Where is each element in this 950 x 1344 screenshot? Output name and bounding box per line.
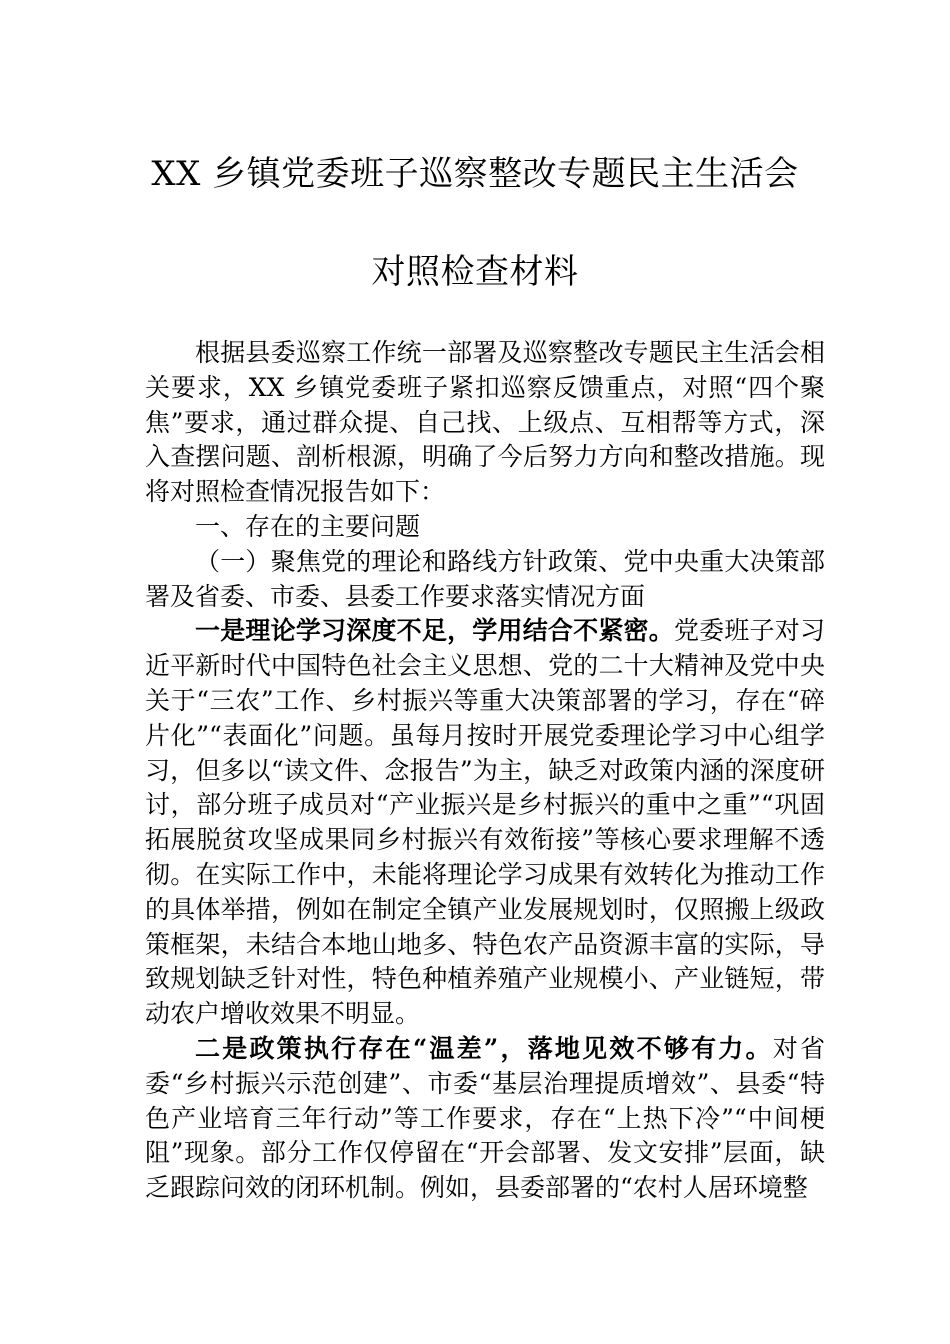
document-title-line-1: XX 乡镇党委班子巡察整改专题民主生活会 <box>151 154 799 194</box>
problem-item-2-lead: 二是政策执行存在“温差”，落地见效不够有力。 <box>195 1033 773 1063</box>
problem-item-1-body: 党委班子对习近平新时代中国特色社会主义思想、党的二十大精神及党中央关于“三农”工作、乡村振兴等重大决策部署的学习，存在“碎片化”“表面化”问题。虽每月按时开展党委理论学习中心组学习，但多以“读文件、念报告”为主，缺乏对政策内涵的深度研讨，部分班子成员对“产业振兴是乡村振兴的重中之重”“巩固拓展脱贫攻坚成果同乡村振兴有效衔接”等核心要求理解不透彻。在实际工作中，未能将理论学习成果有效转化为推动工作的具体举措，例如在制定全镇产业发展规划时，仅照搬上级政策框架，未结合本地山地多、特色农产品资源丰富的实际，导致规划缺乏针对性，特色种植养殖产业规模小、产业链短，带动农户增收效果不明显。 <box>145 616 825 1029</box>
document-title-line-2: 对照检查材料 <box>371 252 579 292</box>
problem-item-1-lead: 一是理论学习深度不足，学用结合不紧密。 <box>195 616 674 646</box>
section-heading: 一、存在的主要问题 <box>195 511 421 541</box>
problem-item-1 <box>145 614 825 1032</box>
intro-paragraph: 根据县委巡察工作统一部署及巡察整改专题民主生活会相关要求，XX 乡镇党委班子紧扣巡察反馈重点，对照“四个聚焦”要求，通过群众提、自己找、上级点、互相帮等方式，深入查摆问题、剖析根源，明确了今后努力方向和整改措施。现将对照检查情况报告如下： <box>145 338 825 507</box>
subsection-heading: （一）聚焦党的理论和路线方针政策、党中央重大决策部署及省委、市委、县委工作要求落实情况方面 <box>145 546 825 611</box>
problem-item-2 <box>145 1032 825 1206</box>
document-body <box>145 336 825 1206</box>
problem-item-2-body: 对省委“乡村振兴示范创建”、市委“基层治理提质增效”、县委“特色产业培育三年行动”等工作要求，存在“上热下冷”“中间梗阻”现象。部分工作仅停留在“开会部署、发文安排”层面，缺乏跟踪问效的闭环机制。例如，县委部署的“农村人居环境整 <box>145 1033 825 1203</box>
